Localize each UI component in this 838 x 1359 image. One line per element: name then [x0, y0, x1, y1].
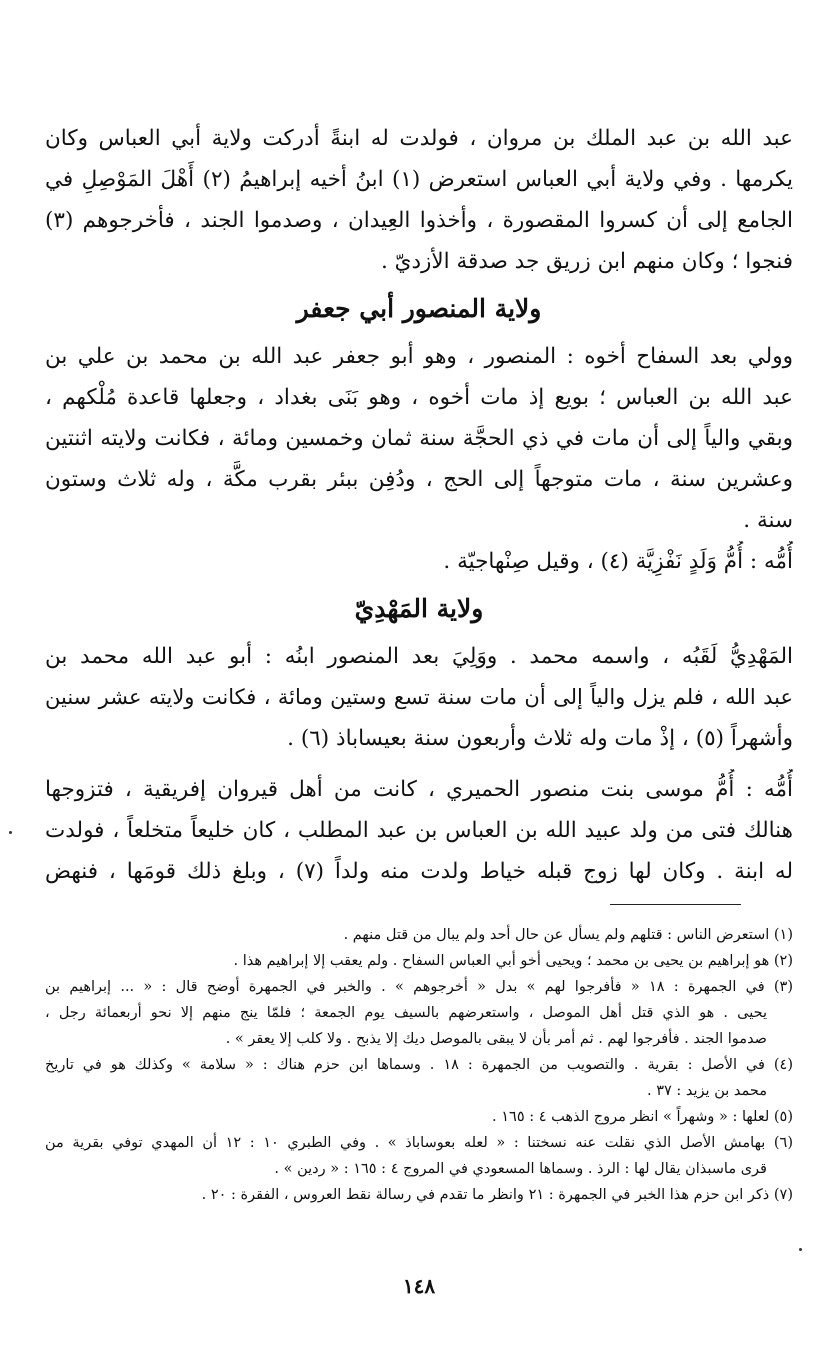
- body-line: الجامع إلى أن كسروا المقصورة ، وأخذوا العِيدان ، وصدموا الجند ، فأخرجوهم (٣): [45, 208, 793, 233]
- body-line: أُمُّه : أُمُّ موسى بنت منصور الحميري ، كانت من أهل قيروان إفريقية ، فتزوجها: [45, 777, 793, 802]
- body-line: له ابنة . وكان لها زوج قبله خياط ولدت منه ولداً (٧) ، وبلغ ذلك قومَها ، فنهض: [45, 859, 793, 884]
- body-line: عبد الله بن العباس ؛ بويع إذ مات أخوه ، وهو بَنَى بغداد ، وجعلها قاعدة مُلْكهم ،: [45, 385, 793, 410]
- body-line: وأشهراً (٥) ، إذْ مات وله ثلاث وأربعون سنة بعيساباذ (٦) .: [287, 726, 793, 751]
- footnote-divider: [610, 904, 741, 905]
- body-line: عبد الله بن عبد الملك بن مروان ، فولدت له ابنةً أدركت ولاية أبي العباس وكان: [45, 126, 793, 151]
- footnote-line: قرى ماسبذان يقال لها : الرذ . وسماها المسعودي في المروج ٤ : ١٦٥ : « ردين » .: [274, 1161, 767, 1177]
- body-line: سنة .: [743, 508, 793, 533]
- body-line: وبقي والياً إلى أن مات في ذي الحجَّة سنة ثمان وخمسين ومائة ، فكانت ولايته اثنتين: [45, 426, 793, 451]
- body-line: يكرمها . وفي ولاية أبي العباس استعرض (١) ابنُ أخيه إبراهيمُ (٢) أَهْلَ المَوْصِلِ في: [45, 167, 793, 192]
- footnotes: [45, 922, 793, 1208]
- footnote-line: (٦) بهامش الأصل الذي نقلت عنه نسختنا : « لعله بعوساباذ » . وفي الطبري ١٠ : ١٢ أن المهدي توفي بقرية من: [45, 1135, 793, 1151]
- body-line: وعشرين سنة ، مات متوجهاً إلى الحج ، ودُفِن ببئر بقرب مكَّة ، وله ثلاث وستون: [45, 467, 793, 492]
- footnote-line: (١) استعرض الناس : قتلهم ولم يسأل عن حال أحد ولم يبال من قتل منهم .: [343, 927, 793, 943]
- scan-speck: [9, 831, 12, 834]
- section-heading: ولاية المَهْدِيّ: [354, 594, 484, 623]
- footnote-line: (٣) في الجمهرة : ١٨ « فأفرجوا لهم » بدل « أخرجوهم » . والخبر في الجمهرة أوضح قال : « ... إبراهيم بن: [45, 979, 793, 995]
- footnote-line: (٢) هو إبراهيم بن يحيى بن محمد ؛ ويحيى أخو أبي العباس السفاح . ولم يعقب إلا إبراهيم هذا .: [233, 953, 793, 969]
- footnote-line: (٧) ذكر ابن حزم هذا الخبر في الجمهرة : ٢١ وانظر ما تقدم في رسالة نقط العروس ، الفقرة : ٢٠ .: [201, 1187, 793, 1203]
- section-heading: ولاية المنصور أبي جعفر: [296, 294, 542, 323]
- body-line: عبد الله ، فلم يزل والياً إلى أن مات سنة تسع وستين ومائة ، فكانت ولايته عشر سنين: [45, 685, 793, 709]
- body-line: وولي بعد السفاح أخوه : المنصور ، وهو أبو جعفر عبد الله بن محمد بن علي بن: [45, 344, 793, 369]
- body-line: هنالك فتى من ولد عبيد الله بن العباس بن عبد المطلب ، كان خليعاً متخلعاً ، فولدت: [45, 818, 793, 843]
- footnote-line: محمد بن يزيد : ٣٧ .: [647, 1083, 767, 1099]
- body-line: أُمُّه : أُمُّ وَلَدٍ نَفْزِيَّة (٤) ، وقيل صِنْهاجيّة .: [443, 549, 793, 574]
- main-text: [45, 118, 793, 892]
- body-line: فنجوا ؛ وكان منهم ابن زريق جد صدقة الأزديّ .: [380, 249, 793, 274]
- footnote-line: يحيى . هو الذي قتل أهل الموصل ، واستعرضهم بالسيف يوم الجمعة ؛ فلمّا ينج منهم إلا نحو أربعمائة رجل ،: [45, 1005, 767, 1021]
- page-number: ١٤٨: [402, 1274, 436, 1298]
- footnote-line: صدموا الجند . فأفرجوا لهم . ثم أمر بأن لا يبقى بالموصل ديك إلا يذبح . ولا كلب إلا يعقر » .: [225, 1031, 767, 1047]
- footnote-line: (٥) لعلها : « وشهراً » انظر مروج الذهب ٤ : ١٦٥ .: [492, 1109, 793, 1125]
- scan-speck: [799, 1248, 802, 1251]
- footnote-line: (٤) في الأصل : بقرية . والتصويب من الجمهرة : ١٨ . وسماها ابن حزم هناك : « سلامة » وكذلك هو في تاريخ: [45, 1057, 793, 1073]
- body-line: المَهْدِيُّ لَقَبُه ، واسمه محمد . ووَلِيَ بعد المنصور ابنُه : أبو عبد الله محمد بن: [45, 644, 793, 669]
